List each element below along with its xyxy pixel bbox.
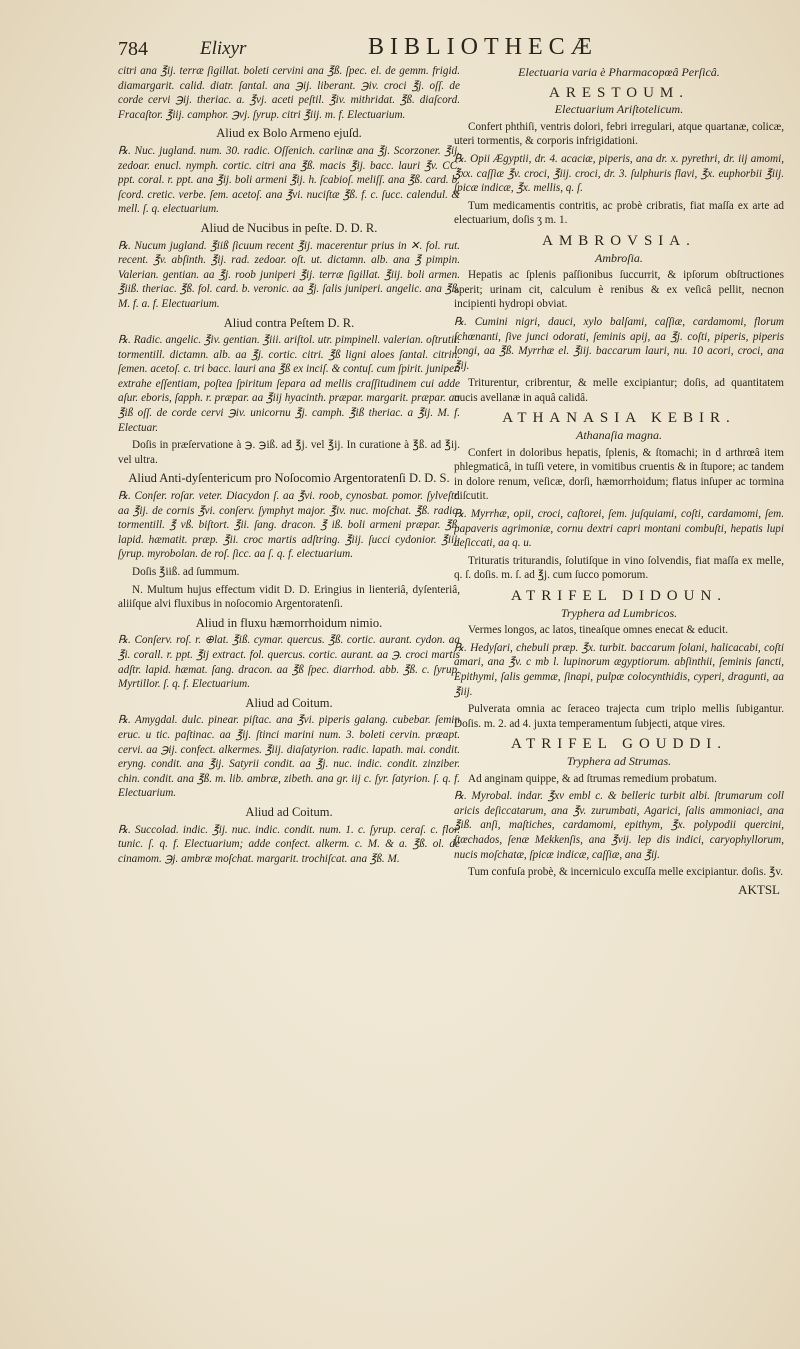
running-head: Elixyr — [200, 38, 247, 59]
recipe-text: ℞. Cumini nigri, dauci, xylo balſami, caſſiæ, cardamomi, florum ſchœnanti, ſive junci odorati, ſeminis apij, aa ℥j. coſti, piperis, piperis longi, aa ℥ß. Myrrhæ el. ℥iij. baccarum lauri, nu. 10 acori, croci, ana ℥ij. — [454, 315, 784, 372]
section-heading: Aliud in fluxu hæmorrhoidum nimio. — [195, 615, 383, 630]
section-heading: Aliud ad Coitum. — [245, 804, 333, 819]
recipe-text: ℞. Myrobal. indar. ℥xv embl c. & belleric turbit albi. ſtrumarum coll aricis deſiccatarum, ana ℥v. zurumbati, Agarici, ſalis ammoniaci, ana ℥iß. anſi, maſtiches, cardamomi, epithym, ℥x. polypodii quercini, ſtœchados, ſenæ Mekkenſis, ana ℥vij. lep dis indici, caryophyllorum, nucis moſchatæ, ſpicæ indicæ, caſſiæ, ana ℥ij. — [454, 790, 784, 861]
text-paragraph: Trituratis triturandis, ſolutiſque in vino ſolvendis, fiat maſſa ex melle, q. ſ. doſis. m. ſ. ad ℥j. cum ſucco pomorum. — [454, 554, 784, 582]
section-heading: AMBROVSIA. — [542, 232, 696, 249]
section-heading: ATRIFEL GOUDDI. — [510, 736, 728, 753]
recipe-text: ℞. Nuc. jugland. num. 30. radic. Oſſenich. carlinæ ana ℥j. Scorzoner. ℥ij. zedoar. enucl. nymph. cortic. citri ana ℥ß. macis ℥ij. bacc. lauri ℥v. CC. ppt. coral. r. ppt. ana ℥ij. boli armeni ℥ij. h. ſcabioſ. meliſſ. ana ℥ß. card. b. ſcord. cretic. verbe. ſem. acetoſ. ana ℥vi. nuciſtæ ℥ß. f. c. ſucc. calendul. & mell. ſ. q. electuarium. — [118, 144, 460, 216]
section-heading: ATRIFEL DIDOUN. — [510, 588, 728, 604]
section-heading: Aliud de Nucibus in peſte. D. D. R. — [200, 220, 378, 235]
text-paragraph: Tum confuſa probè, & incerniculo excuſſa melle excipiantur. doſis. ℥v. — [468, 866, 784, 879]
page-title: BIBLIOTHECÆ — [368, 34, 598, 60]
section-subheading: Tryphera ad Lumbricos. — [560, 605, 678, 620]
section-heading: Aliud ex Bolo Armeno ejuſd. — [216, 126, 362, 141]
text-paragraph: Confert in doloribus hepatis, ſplenis, & ſtomachi; in d arthrœâ item phlegmaticâ, in tuſſi vetere, in vomitibus cruentis & in ſtupore; ac tandem in dolore renum, veſicæ, dorſi, hæmorrhoidum; flatus inſuper ac tormina diſcutit. — [454, 446, 784, 503]
text-paragraph: Doſis in præſervatione à ℈. ℈iß. ad ℥j. vel ℥ij. In curatione à ℥ß. ad ℥ij. vel ultra. — [118, 439, 460, 466]
catchword: AKTSL — [738, 881, 780, 897]
section-subheading: Tryphera ad Strumas. — [566, 753, 672, 768]
text-paragraph: Triturentur, cribrentur, & melle excipiantur; doſis, ad quantitatem nucis avellanæ in aquâ calidâ. — [454, 377, 784, 404]
section-heading: Aliud contra Peſtem D. R. — [223, 315, 355, 330]
section-subheading: Athanaſia magna. — [576, 428, 662, 443]
recipe-text: ℞. Conſer. roſar. veter. Diacydon ſ. aa ℥vi. roob, cynosbat. pomor. ſylveſtr. aa ℥ij. de cornis ℥vi. conſerv. ſymphyt major. ℥iv. nuc. moſchat. ℥ß. radic. tormentill. ℥ vß. biſtort. ℥ii. ſang. dracon. ℥ iß. boli armeni præpar. ℥ß. lapid. hæmatit. præp. ℥ii. croc martis adſtring. ℥iij. ſucci cydonior. ℥iij. ſyrup. myrobolan. de roſ. ſicc. aa ſ. q. f. electuarium. — [118, 490, 460, 561]
text-paragraph: Confert phthiſi, ventris dolori, febri irregulari, atque quartanæ, colicæ, uteri tormentis, & corporis infrigidationi. — [454, 120, 784, 148]
section-heading: ATHANASIA KEBIR. — [502, 410, 736, 427]
recipe-text: ℞. Amygdal. dulc. pinear. piſtac. ana ℥vi. piperis galang. cubebar. ſemin eruc. u tic. paſtinac. aa ℥ij. ſtinci marini num. 3. boleti cervin. præapt. cervi. aa ℈ij. confect. alkermes. ℥iij. diaſatyrion. radic. lapath. mai. condit. eryng. condit. ana ℥ij. Satyrii condit. aa ℥j. nuc. indic. condit. zinziber. chin. condit. ana ℥ß. m. lib. ambræ, zibeth. ana gr. iij c. ſyr. ſatyrion. ſ. q. f. Electuarium. — [118, 714, 460, 800]
text-paragraph: Vermes longos, ac latos, tineaſque omnes enecat & educit. — [468, 624, 729, 637]
recipe-text: citri ana ℥ij. terræ ſigillat. boleti cervini ana ℥ß. ſpec. el. de gemm. frigid. diamargarit. calid. diatr. ſantal. ana ℈ij. liberant. ℈iv. croci ℥j. oſſ. de corde cervi ℈ij. theriac. a. ℥vj. aceti peſtil. ℥iv. mithridat. ℥ß. diaſcord. Fracaſtor. ℥iij. camphor. ℈vj. ſyrup. citri ℥iij. m. f. Electuarium. — [118, 65, 460, 121]
section-subheading: Ambroſia. — [595, 250, 643, 265]
text-paragraph: Tum medicamentis contritis, ac probè cribratis, fiat maſſa ex arte ad electuarium, doſis ʒ m. 1. — [454, 199, 784, 227]
section-heading: ARESTOUM. — [549, 84, 689, 101]
recipe-text: ℞. Opii Ægyptii, dr. 4. acaciæ, piperis, ana dr. x. pyrethri, dr. iij amomi, ℥xx. caſſiæ ℥v. croci, ℥iij. croci, dr. 3. ſulphuris flavi, ℥x. euphorbii ℥iij. ſpicæ indicæ, ℥x. mellis, q. ſ. — [454, 152, 784, 195]
section-subheading: Electuaria varia è Pharmacopœâ Perſicâ. — [518, 65, 720, 79]
text-paragraph: Hepatis ac ſplenis paſſionibus ſuccurrit, & ipſorum obſtructiones aperit; urinam cit, calculum è renibus & ex veſicâ pellit, necnon incipienti hydropi obviat. — [454, 269, 784, 311]
recipe-text: ℞. Radic. angelic. ℥iv. gentian. ℥iii. ariſtol. utr. pimpinell. valerian. oſtrutii. tormentill. dictamn. alb. aa ℥j. cortic. citri. ℥ß ligni aloes ſantal. citrin. ſemen. acetoſ. c. tri bacc. lauri ana ℥ß ex inciſ. & contuſ. cum ſpirit. juniper. extrahe eſſentiam, poſtea ſpiritum ſepara ad mellis craſſitudinem cui adde aſur. eboris, ſapph. r. præpar. aa ℥iij hyacinth. præpar. margarit. præpar. aa ℥iß oſſ. de corde cervi ℈iv. unicornu ℥j. camph. ℥iß theriac. a ℥ij. M. f. Electuar. — [118, 334, 460, 434]
left-column — [118, 64, 460, 1264]
right-column — [454, 64, 784, 1264]
text-paragraph: Ad anginam quippe, & ad ſtrumas remedium probatum. — [468, 772, 717, 785]
text-paragraph: Doſis ℥iiß. ad ſummum. — [132, 566, 240, 578]
section-heading: Aliud ad Coitum. — [245, 695, 333, 710]
recipe-text: ℞. Myrrhæ, opii, croci, caſtorei, ſem. juſquiami, coſti, cardamomi, ſem. papaveris agrimoniæ, cornu dextri capri montani combuſti, hepatis lupi deſiccati, aa q. u. — [454, 508, 784, 550]
recipe-text: ℞. Nucum jugland. ℥iiß ſicuum recent ℥ij. macerentur prius in ✕. fol. rut. recent. ℥v. abſinth. ℥ij. rad. zedoar. oſt. ut. dictamn. alb. ana ℥ pimpin. Valerian. gentian. aa ℥j. roob juniperi ℥ij. terræ ſigillat. ℥iij. boli armen. ℥iiß. theriac. ℥ß. fol. card. b. veronic. aa ℥j. ſalis juniperi. angelic. ana ℥ß. M. f. a. f. Electuarium. — [118, 239, 460, 310]
page-number: 784 — [118, 38, 148, 60]
text-paragraph: Pulverata omnia ac ſeraceo trajecta cum triplo mellis ſubigantur. Doſis. m. 2. ad 4. juxta temperamentum ſubjecti, atque vires. — [454, 703, 784, 730]
recipe-text: ℞. Conſerv. roſ. r. ⊕lat. ℥iß. cymar. quercus. ℥ß. cortic. aurant. cydon. aa ℥i. corall. r. ppt. ℥ij extract. fol. quercus. cortic. aurant. aa ℈. croci martis adſtr. lapid. hæmat. ſang. dracon. aa ℥ß ſpec. diarrhod. abb. ℥ß. c. ſyrup. Myrtillor. ſ. q. f. Electuarium. — [118, 634, 460, 691]
recipe-text: ℞. Succolad. indic. ℥ij. nuc. indic. condit. num. 1. c. ſyrup. ceraſ. c. flor. tunic. ſ. q. f. Electuarium; adde confect. alkerm. c. M. & a. ℥ß. ol. de cinamom. ℈j. ambræ moſchat. margarit. trochiſcat. ana ℥ß. M. — [118, 823, 460, 865]
page-header — [118, 34, 778, 62]
text-paragraph: N. Multum hujus effectum vidit D. D. Eringius in lienteriâ, dyſenteriâ, aliiſque alvi fluxibus in noſocomio Argentoratenſi. — [118, 583, 460, 611]
recipe-text: ℞. Hedyſari, chebuli præp. ℥x. turbit. baccarum ſolani, halicacabi, coſti amari, ana ℥v. c mb l. lupinorum ægyptiorum. abſinthii, ſeminis ſancti, Epithymi, ſalis gemmæ, ſinapi, pulpæ colocynthidis, cyperi, dragunti, aa ℥iij. — [454, 641, 784, 698]
section-heading: Aliud Anti-dyſentericum pro Noſocomio Argentoratenſi D. D. S. — [128, 471, 450, 486]
section-subheading: Electuarium Ariſtotelicum. — [554, 102, 684, 117]
